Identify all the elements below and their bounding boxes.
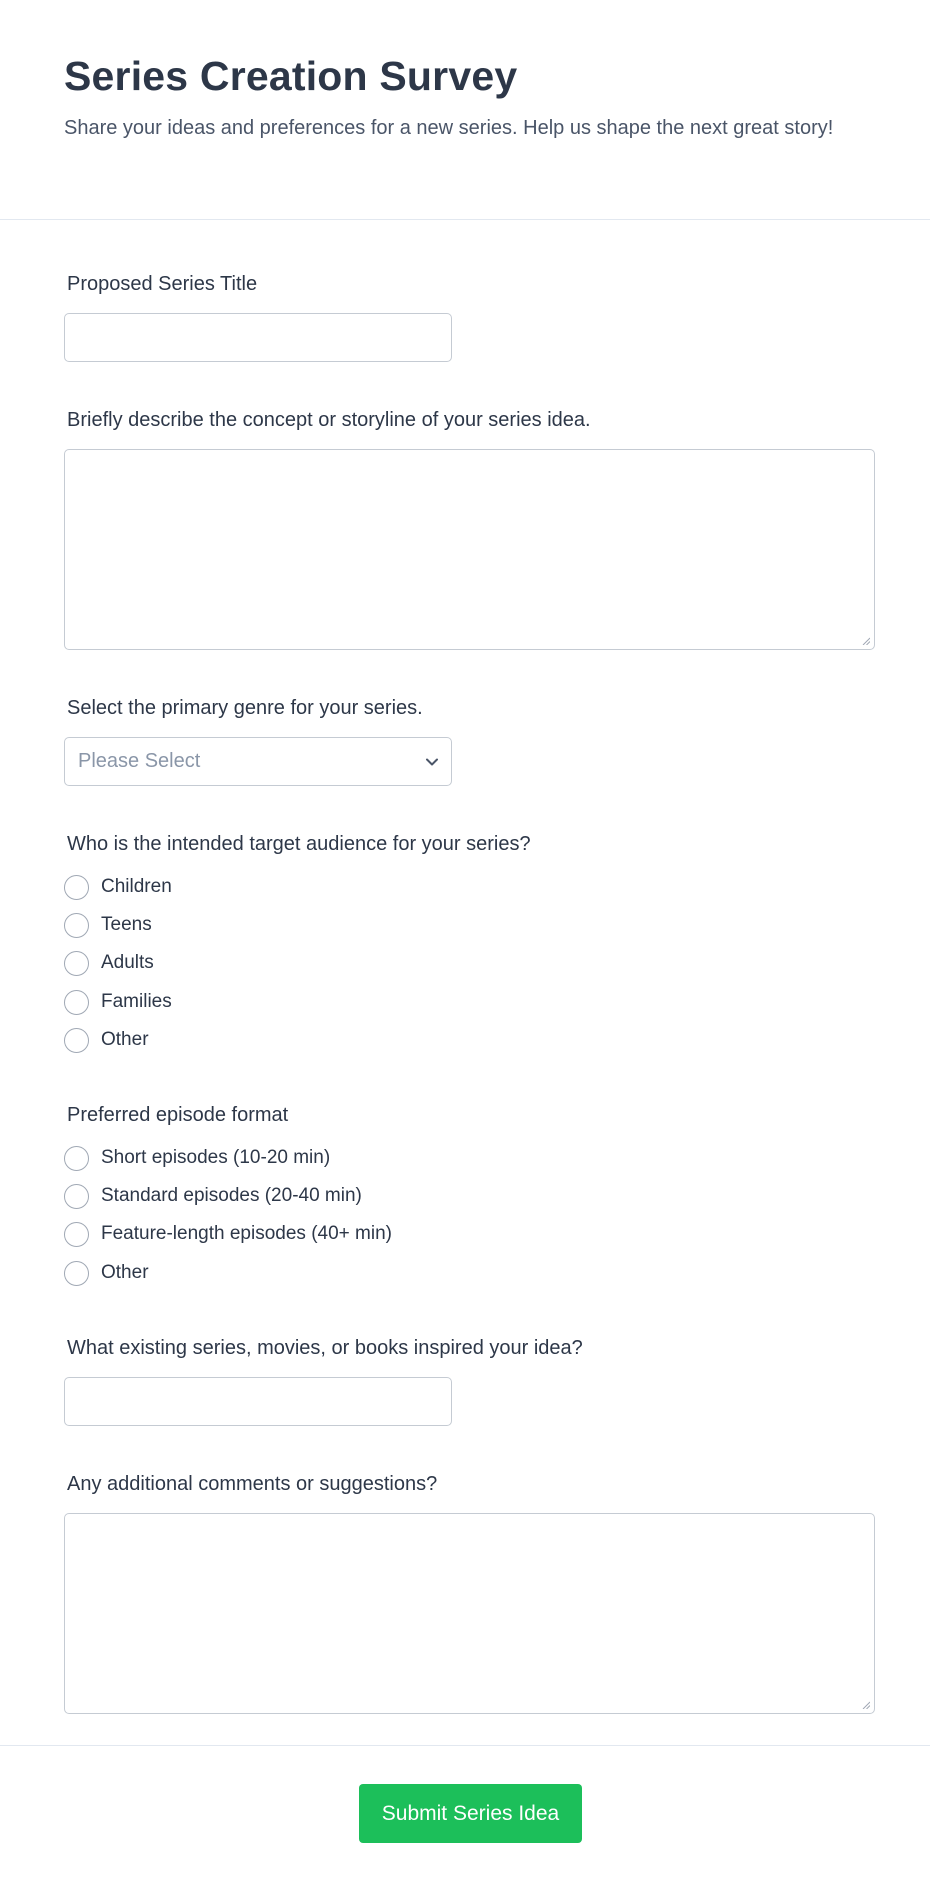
- radio-label: Other: [101, 1262, 149, 1283]
- inspiration-label: What existing series, movies, or books inspired your idea?: [67, 1337, 583, 1359]
- radio-button[interactable]: [64, 1146, 89, 1171]
- chevron-down-icon: [425, 755, 439, 769]
- format-label: Preferred episode format: [67, 1104, 289, 1126]
- audience-option-children[interactable]: [64, 873, 172, 901]
- format-option-other[interactable]: [64, 1259, 149, 1287]
- genre-select-placeholder: Please Select: [78, 750, 201, 772]
- format-option-short[interactable]: [64, 1144, 330, 1172]
- radio-label: Children: [101, 876, 172, 897]
- radio-label: Adults: [101, 952, 154, 973]
- format-option-feature[interactable]: [64, 1220, 392, 1248]
- radio-button[interactable]: [64, 1261, 89, 1286]
- genre-select[interactable]: [64, 737, 452, 786]
- radio-button[interactable]: [64, 1222, 89, 1247]
- format-option-standard[interactable]: [64, 1182, 362, 1210]
- form-footer: [0, 1745, 930, 1891]
- series-title-input[interactable]: [64, 313, 452, 362]
- comments-textarea[interactable]: [64, 1513, 875, 1714]
- resize-grip-icon[interactable]: [862, 1701, 870, 1709]
- submit-button[interactable]: Submit Series Idea: [359, 1784, 582, 1843]
- audience-option-families[interactable]: [64, 988, 172, 1016]
- audience-option-other[interactable]: [64, 1026, 149, 1054]
- audience-option-adults[interactable]: [64, 949, 154, 977]
- radio-label: Other: [101, 1029, 149, 1050]
- comments-label: Any additional comments or suggestions?: [67, 1473, 438, 1495]
- genre-label: Select the primary genre for your series.: [67, 697, 423, 719]
- radio-button[interactable]: [64, 1028, 89, 1053]
- audience-option-teens[interactable]: [64, 911, 152, 939]
- radio-button[interactable]: [64, 913, 89, 938]
- audience-label: Who is the intended target audience for your series?: [67, 833, 531, 855]
- series-title-label: Proposed Series Title: [67, 273, 258, 295]
- page-subtitle: Share your ideas and preferences for a new series. Help us shape the next great story!: [64, 117, 834, 139]
- radio-label: Short episodes (10-20 min): [101, 1147, 331, 1168]
- radio-button[interactable]: [64, 990, 89, 1015]
- resize-grip-icon[interactable]: [862, 637, 870, 645]
- inspiration-input[interactable]: [64, 1377, 452, 1426]
- radio-button[interactable]: [64, 1184, 89, 1209]
- concept-label: Briefly describe the concept or storyline of your series idea.: [67, 409, 591, 431]
- concept-textarea[interactable]: [64, 449, 875, 650]
- radio-button[interactable]: [64, 875, 89, 900]
- radio-label: Standard episodes (20-40 min): [101, 1185, 362, 1206]
- radio-label: Teens: [101, 914, 152, 935]
- survey-header: [0, 0, 930, 220]
- radio-label: Families: [101, 991, 172, 1012]
- radio-button[interactable]: [64, 951, 89, 976]
- radio-label: Feature-length episodes (40+ min): [101, 1223, 392, 1244]
- page-title: Series Creation Survey: [64, 53, 518, 99]
